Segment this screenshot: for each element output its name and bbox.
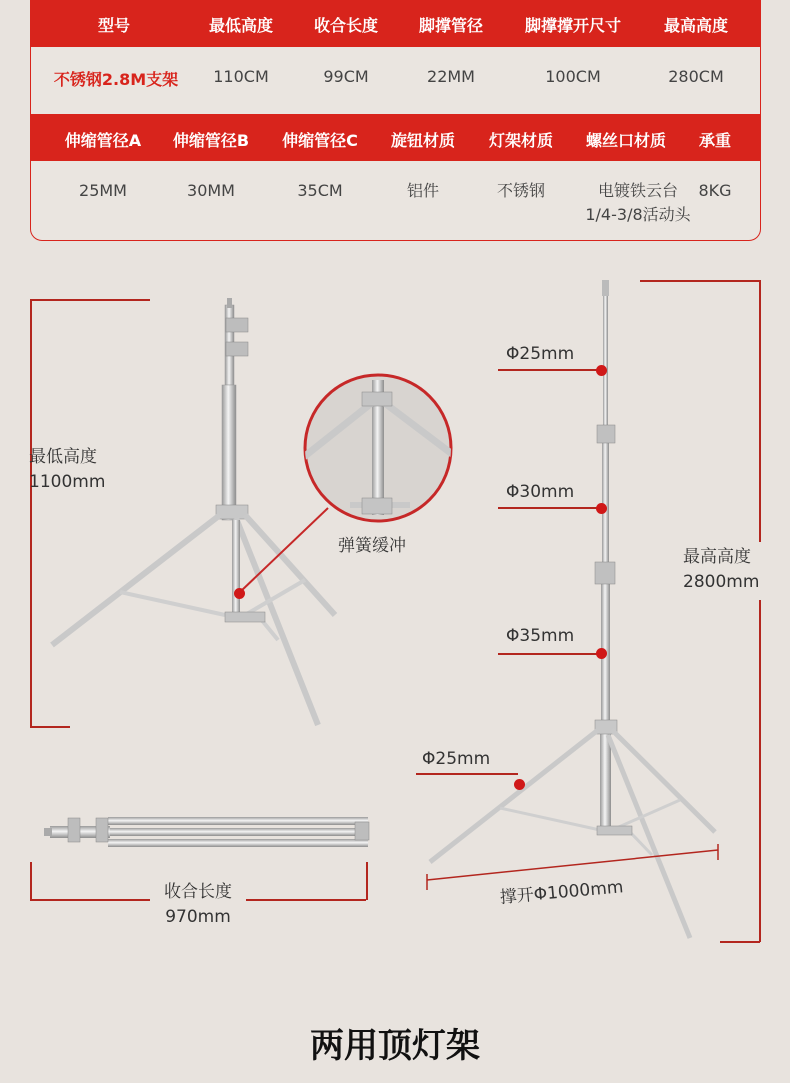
phi30-label: Φ30mm <box>506 482 575 502</box>
spread-dimension-line <box>427 850 718 880</box>
min-height-title: 最低高度 <box>29 447 97 467</box>
stand-min-height-image <box>52 298 335 725</box>
max-height-title: 最高高度 <box>683 547 751 567</box>
header-model: 型号 <box>97 16 131 35</box>
max-height-bracket-top <box>640 280 760 282</box>
phi35-line <box>498 653 600 655</box>
value-screw-material-line2: 1/4-3/8活动头 <box>585 205 691 224</box>
stand-max-height-image <box>430 280 715 938</box>
page-title: 两用顶灯架 <box>310 1026 480 1066</box>
folded-bracket-left <box>30 862 32 900</box>
header-load: 承重 <box>698 131 732 150</box>
value-model: 不锈钢2.8M支架 <box>53 70 179 89</box>
value-leg-diameter: 22MM <box>427 67 475 86</box>
value-screw-material-line1: 电镀铁云台 <box>597 181 678 200</box>
phi35-dot <box>596 648 607 659</box>
max-height-label <box>683 545 759 595</box>
header-leg-spread: 脚撑撑开尺寸 <box>524 16 622 35</box>
value-folded-length: 99CM <box>323 67 369 86</box>
max-height-bracket-side-bottom <box>759 600 761 942</box>
spread-diameter-label: 撑开Φ1000mm <box>499 877 625 908</box>
spring-marker-dot <box>234 588 245 599</box>
phi25-top-dot <box>596 365 607 376</box>
folded-bracket-bottom-left <box>30 899 150 901</box>
header-tube-b: 伸缩管径B <box>172 131 250 150</box>
phi25-leg-label: Φ25mm <box>422 749 491 769</box>
header-screw-material: 螺丝口材质 <box>585 131 667 150</box>
min-height-label <box>29 445 105 495</box>
phi30-dot <box>596 503 607 514</box>
value-tube-b: 30MM <box>187 181 235 200</box>
phi25-leg-line <box>416 773 518 775</box>
value-tube-c: 35CM <box>297 181 343 200</box>
phi25-top-line <box>498 369 600 371</box>
folded-bracket-right <box>366 862 368 900</box>
max-height-bracket-side-top <box>759 280 761 542</box>
header-leg-diameter: 脚撑管径 <box>418 16 484 35</box>
value-load: 8KG <box>698 181 732 200</box>
folded-length-value: 970mm <box>165 907 231 927</box>
value-min-height: 110CM <box>213 67 269 86</box>
phi25-top-label: Φ25mm <box>506 344 575 364</box>
header-tube-c: 伸缩管径C <box>282 131 358 150</box>
phi30-line <box>498 507 600 509</box>
spring-detail-zoom <box>240 375 460 592</box>
min-height-bracket-bottom <box>30 726 70 728</box>
max-height-value: 2800mm <box>683 572 760 592</box>
value-knob-material: 铝件 <box>406 181 440 200</box>
min-height-bracket-side <box>30 299 32 727</box>
folded-length-title: 收合长度 <box>164 882 232 902</box>
min-height-bracket-top <box>30 299 150 301</box>
stand-folded-image <box>44 817 369 847</box>
spring-buffer-label: 弹簧缓冲 <box>338 536 406 556</box>
phi35-label: Φ35mm <box>506 626 575 646</box>
value-leg-spread: 100CM <box>545 67 601 86</box>
phi25-leg-dot <box>514 779 525 790</box>
value-max-height: 280CM <box>668 67 724 86</box>
folded-bracket-bottom-right <box>246 899 366 901</box>
max-height-bracket-bottom <box>720 941 760 943</box>
header-knob-material: 旋钮材质 <box>390 131 456 150</box>
header-max-height: 最高高度 <box>663 16 729 35</box>
header-stand-material: 灯架材质 <box>488 131 554 150</box>
value-stand-material: 不锈钢 <box>496 181 546 200</box>
header-folded-length: 收合长度 <box>313 16 379 35</box>
header-min-height: 最低高度 <box>208 16 274 35</box>
min-height-value: 1100mm <box>29 472 106 492</box>
folded-length-label <box>148 880 248 930</box>
value-tube-a: 25MM <box>79 181 127 200</box>
header-tube-a: 伸缩管径A <box>64 131 142 150</box>
